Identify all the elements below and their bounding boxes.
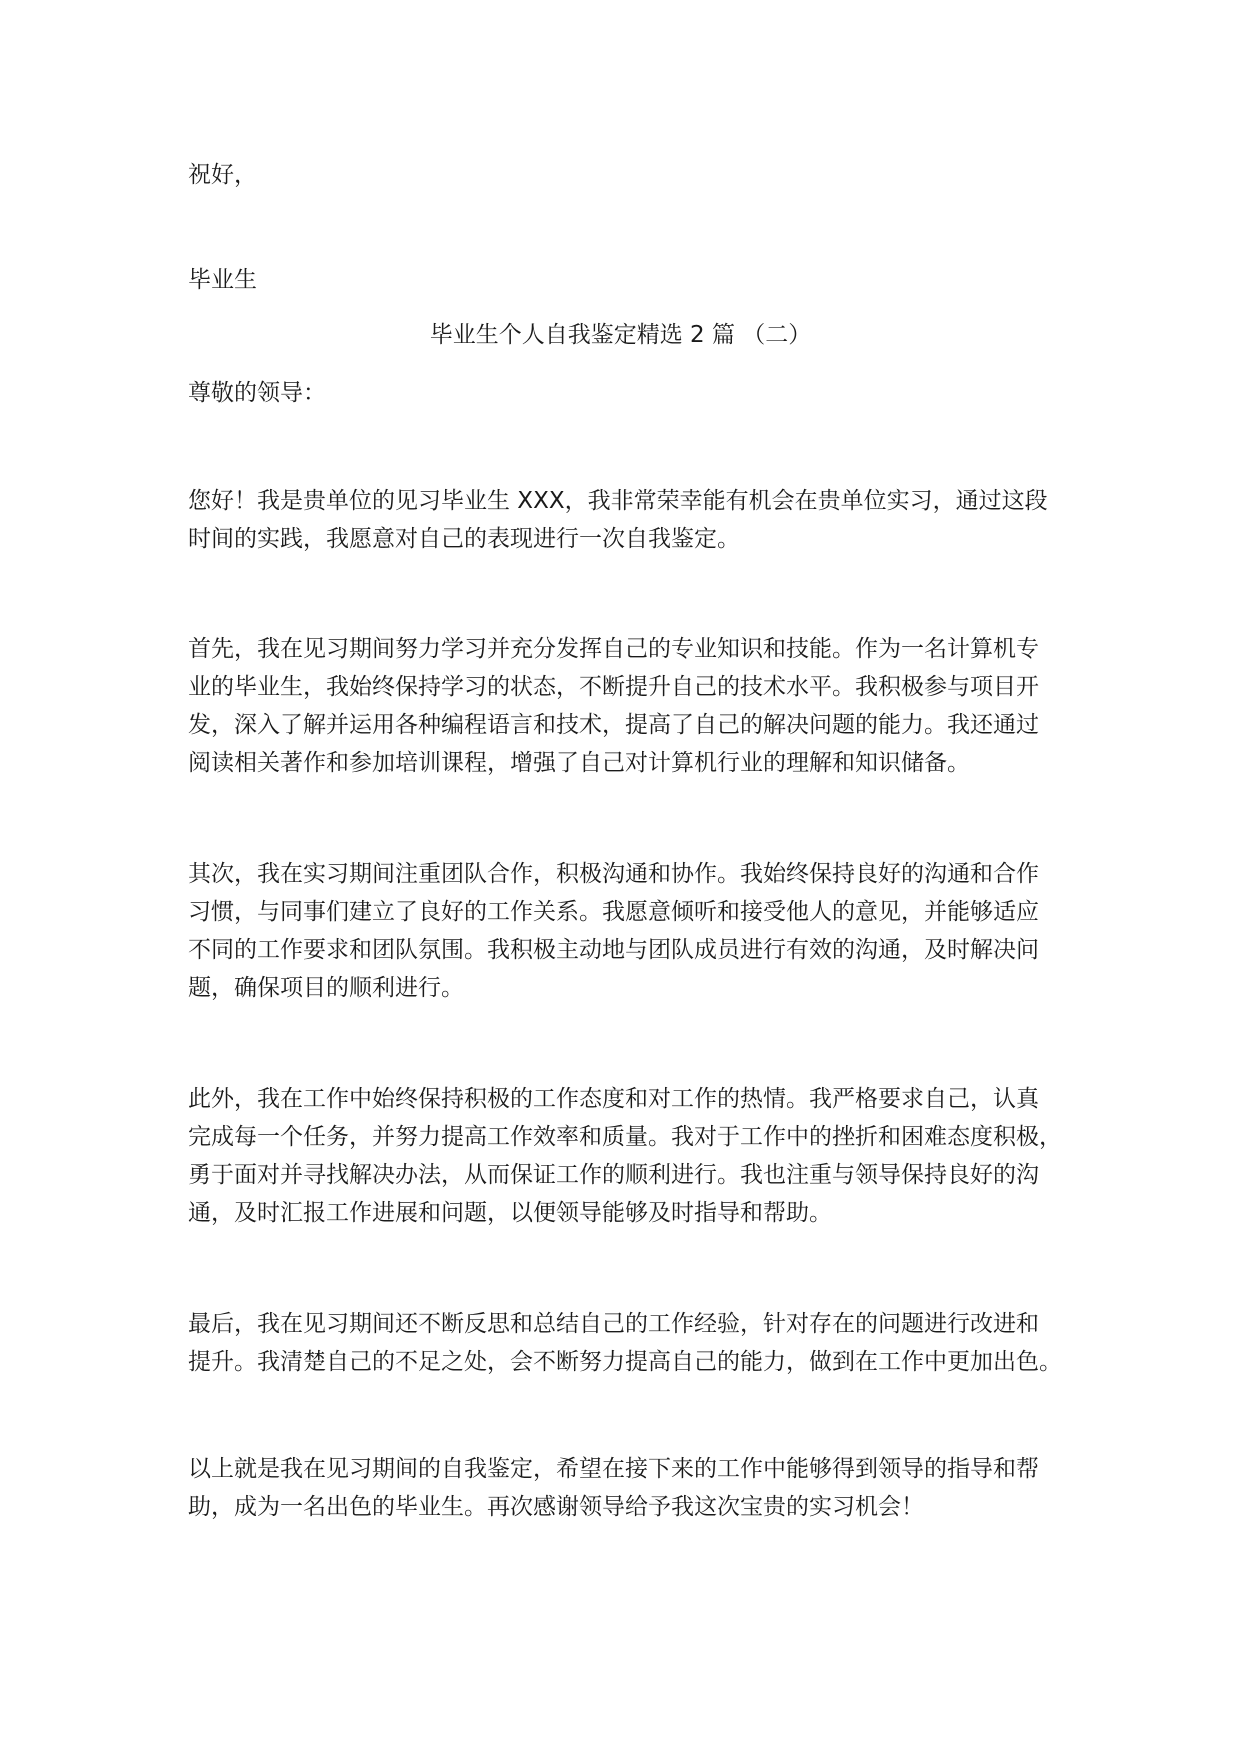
paragraph-line: 其次，我在实习期间注重团队合作，积极沟通和协作。我始终保持良好的沟通和合作 [188,861,1039,887]
paragraph-line: 首先，我在见习期间努力学习并充分发挥自己的专业知识和技能。作为一名计算机专 [188,636,1039,662]
paragraph-3 [188,855,1088,1007]
signature: 毕业生 [188,267,257,293]
salutation: 尊敬的领导： [188,380,326,406]
paragraph-line: 通，及时汇报工作进展和问题，以便领导能够及时指导和帮助。 [188,1200,832,1226]
paragraph-line: 勇于面对并寻找解决办法，从而保证工作的顺利进行。我也注重与领导保持良好的沟 [188,1162,1039,1188]
paragraph-6 [188,1450,1088,1526]
paragraph-line: 此外，我在工作中始终保持积极的工作态度和对工作的热情。我严格要求自己，认真 [188,1086,1039,1112]
paragraph-line: 业的毕业生，我始终保持学习的状态，不断提升自己的技术水平。我积极参与项目开 [188,674,1039,700]
paragraph-line: 提升。我清楚自己的不足之处，会不断努力提高自己的能力，做到在工作中更加出色。 [188,1349,1062,1375]
paragraph-1 [188,482,1088,558]
paragraph-line: 最后，我在见习期间还不断反思和总结自己的工作经验，针对存在的问题进行改进和 [188,1311,1039,1337]
paragraph-line: 您好！我是贵单位的见习毕业生 XXX，我非常荣幸能有机会在贵单位实习，通过这段 [188,488,1048,514]
paragraph-line: 不同的工作要求和团队氛围。我积极主动地与团队成员进行有效的沟通，及时解决问 [188,937,1039,963]
paragraph-line: 题，确保项目的顺利进行。 [188,975,464,1001]
paragraph-2 [188,630,1088,782]
paragraph-line: 助，成为一名出色的毕业生。再次感谢领导给予我这次宝贵的实习机会！ [188,1494,924,1520]
paragraph-line: 发，深入了解并运用各种编程语言和技术，提高了自己的解决问题的能力。我还通过 [188,712,1039,738]
paragraph-4 [188,1080,1088,1232]
document-title: 毕业生个人自我鉴定精选 2 篇 （二） [429,322,812,348]
paragraph-line: 阅读相关著作和参加培训课程，增强了自己对计算机行业的理解和知识储备。 [188,750,970,776]
paragraph-line: 完成每一个任务，并努力提高工作效率和质量。我对于工作中的挫折和困难态度积极， [188,1124,1062,1150]
paragraph-line: 时间的实践，我愿意对自己的表现进行一次自我鉴定。 [188,526,740,552]
closing-greeting: 祝好， [188,162,257,188]
paragraph-line: 以上就是我在见习期间的自我鉴定，希望在接下来的工作中能够得到领导的指导和帮 [188,1456,1039,1482]
paragraph-line: 习惯，与同事们建立了良好的工作关系。我愿意倾听和接受他人的意见，并能够适应 [188,899,1039,925]
paragraph-5 [188,1305,1088,1381]
